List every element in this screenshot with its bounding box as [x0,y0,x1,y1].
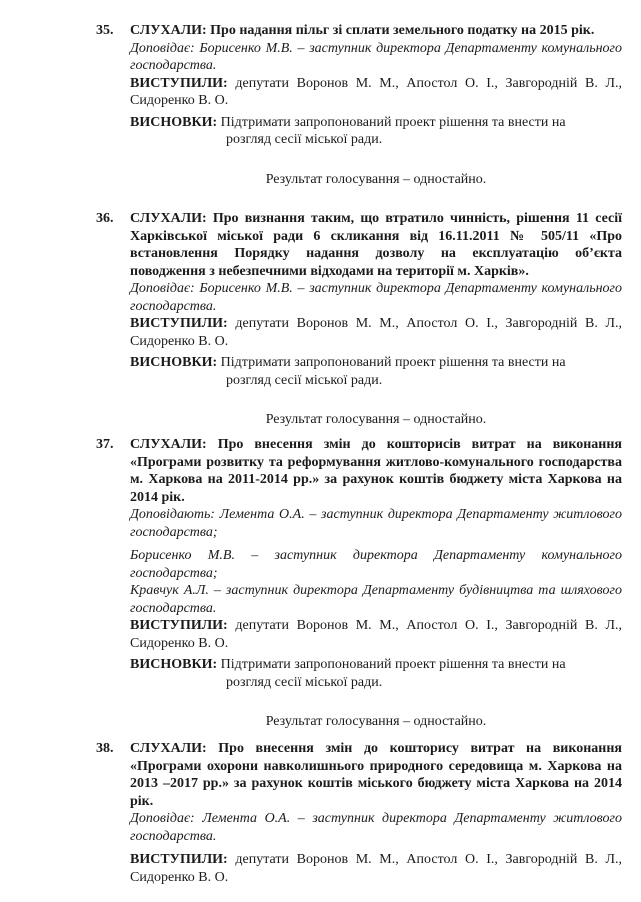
vote-result: Результат голосування – одностайно. [265,412,487,427]
spoke-paragraph [130,851,622,886]
reporter-line: Доповідає: Лемента О.А. – заступник директора Департаменту житлового господарства. [130,811,622,844]
heard-text: Про надання пільг зі сплати земельного податку на 2015 рік. [210,23,595,38]
reporter-line: Доповідають: Лемента О.А. – заступник директора Департаменту житлового господарства; [130,507,622,540]
conclusions-block [130,656,622,691]
item-number: 38. [96,741,114,756]
conclusions-block [130,354,622,389]
heard-label: СЛУХАЛИ: [130,437,207,452]
spoke-text: депутати Воронов М. М., Апостол О. І., Завгородній В. Л., Сидоренко В. О. [130,852,623,885]
conclusions-label: ВИСНОВКИ: [130,355,218,370]
conclusions-block [130,114,622,149]
spoke-label: ВИСТУПИЛИ: [130,316,228,331]
conclusion-line-1: Підтримати запропонований проект рішення та внести на [220,114,566,130]
conclusion-line-1: Підтримати запропонований проект рішення та внести на [220,657,566,672]
agenda-item-36 [96,210,623,429]
reporter-line: Доповідає: Борисенко М.В. – заступник директора Департаменту комунального господарства. [130,281,622,314]
spoke-text: депутати Воронов М. М., Апостол О. І., Завгородній В. Л., Сидоренко В. О. [130,75,623,108]
spoke-label: ВИСТУПИЛИ: [130,618,228,633]
reporter-line: Доповідає: Борисенко М.В. – заступник директора Департаменту комунального господарства. [130,40,622,73]
vote-result: Результат голосування – одностайно. [265,171,487,187]
spoke-paragraph [130,315,622,350]
spoke-label: ВИСТУПИЛИ: [130,75,228,91]
item-number: 36. [96,211,114,226]
heard-paragraph [130,740,622,810]
reporter-line: Борисенко М.В. – заступник директора Департаменту комунального господарства; [130,548,622,581]
agenda-item-37 [96,436,623,731]
heard-paragraph [130,436,622,506]
agenda-item-38 [96,740,623,886]
conclusion-line-2: розгляд сесії міської ради. [226,372,383,388]
heard-text: Про визнання таким, що втратило чинність, рішення 11 сесії Харківської міської ради 6 скликання від 16.11.2011 № 505/11 «Про встановлення Порядку надання дозволу на експлуатацію об’єкта поводження з небезпечними відходами на території м. Харків». [130,211,623,279]
conclusion-line-2: розгляд сесії міської ради. [226,132,383,147]
item-number: 37. [96,437,114,452]
heard-paragraph [130,22,622,40]
vote-result: Результат голосування – одностайно. [265,714,487,729]
reporter-line: Кравчук А.Л. – заступник директора Департаменту будівництва та шляхового господарства. [130,583,622,616]
conclusions-label: ВИСНОВКИ: [130,657,218,672]
item-number: 35. [96,23,114,38]
heard-paragraph [130,210,622,280]
spoke-paragraph [130,617,622,652]
heard-text: Про внесення змін до кошторису витрат на виконання «Програми охорони навколишнього природного середовища м. Харкова на 2013 –2017 рр.» за рахунок коштів міського бюджету міста Харкова на 2014 рік. [130,741,622,809]
conclusion-line-2: розгляд сесії міської ради. [226,674,383,690]
heard-label: СЛУХАЛИ: [130,211,207,226]
spoke-text: депутати Воронов М. М., Апостол О. І., Завгородній В. Л., Сидоренко В. О. [130,618,623,651]
heard-label: СЛУХАЛИ: [130,741,207,756]
heard-text: Про внесення змін до кошторисів витрат на виконання «Програми розвитку та реформування житлово-комунального господарства м. Харкова на 2011-2014 рр.» за рахунок коштів бюджету міста Харкова на 2014 рік. [130,437,622,505]
spoke-text: депутати Воронов М. М., Апостол О. І., Завгородній В. Л., Сидоренко В. О. [130,316,623,349]
heard-label: СЛУХАЛИ: [130,23,207,38]
conclusions-label: ВИСНОВКИ: [130,114,218,130]
spoke-paragraph [130,75,622,110]
spoke-label: ВИСТУПИЛИ: [130,852,228,867]
agenda-item-35 [96,22,623,188]
conclusion-line-1: Підтримати запропонований проект рішення та внести на [220,355,566,370]
